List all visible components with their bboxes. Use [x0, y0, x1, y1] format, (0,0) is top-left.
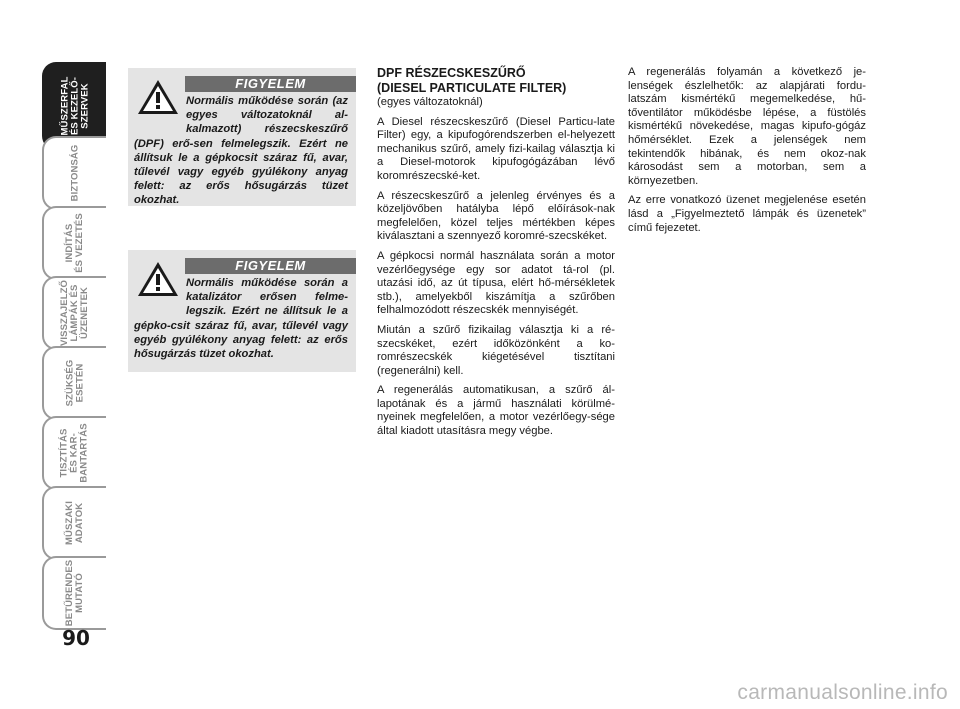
tab-label: INDÍTÁS ÉS VEZETÉS: [63, 213, 85, 273]
tab-label: MŰSZERFAL ÉS KEZELŐ- SZERVEK: [58, 76, 90, 136]
warning-text: Normális működése során (az egyes változatoknál al-kalmazott) részecskeszűrő (DPF) erő-sen felmelegszik. Ezért ne állítsuk le a gépkocsit száraz fű, avar, tűlevél vagy egyéb gyúlékony anyag felett: az erős hősugárzás tüzet okozhat.: [134, 95, 348, 207]
paragraph: A Diesel részecskeszűrő (Diesel Particu-late Filter) egy, a kipufogórendszerben el-helyezett mechanikus szűrő, amely fizi-kailag választja ki a Diesel-motorok kipufogógázában lévő koromrészecské-ket.: [377, 115, 615, 182]
paragraph: Az erre vonatkozó üzenet megjelenése esetén lásd a „Figyelmeztető lámpák és üzenetek” című fejezetet.: [628, 194, 866, 234]
section-subheading: (egyes változatoknál): [377, 96, 483, 108]
warning-triangle-icon: [136, 260, 180, 298]
warning-box-dpf: [128, 68, 356, 206]
warning-text: Normális működése során a katalizátor erősen felme-legszik. Ezért ne állítsuk le a gépko-csit száraz fű, avar, tűlevél vagy egyéb gyúlékony anyag felett: az erős hősugárzás tüzet okozhat.: [134, 277, 348, 361]
page-number: 90: [62, 626, 90, 650]
tab-starting-driving[interactable]: [42, 206, 106, 280]
watermark: carmanualsonline.info: [737, 681, 948, 704]
tab-maintenance[interactable]: [42, 416, 106, 490]
tab-technical-data[interactable]: [42, 486, 106, 560]
paragraph: Miután a szűrő fizikailag választja ki a ré-szecskéket, ezért időközönként a ko-romrészecskék kiégetésével tisztítani (regenerálni) kell.: [377, 323, 615, 377]
tab-label: SZÜKSÉG ESETÉN: [64, 359, 85, 407]
right-column: [628, 66, 866, 241]
tab-label: MŰSZAKI ADATOK: [63, 501, 85, 545]
tab-warning-lights[interactable]: [42, 276, 106, 350]
paragraph: A regenerálás automatikusan, a szűrő ál-lapotának és a jármű használati körülmé-nyeinek megfelelően, a motor vezérlőegy-sége által kiadott utasításra megy végbe.: [377, 384, 615, 438]
tab-emergency[interactable]: [42, 346, 106, 420]
tab-label: TISZTÍTÁS ÉS KAR- BANTARTÁS: [59, 423, 90, 483]
paragraph: A regenerálás folyamán a következő je-lenségek észlelhetők: az alapjárati fordu-latszám kismértékű megemelkedése, hű-tőventilátor működésbe lépése, a füstölés kismértékű növekedése, magas kipufo-gógáz hőmérséklet. Ezek a jelenségek nem tekintendők hibának, és nem okoz-nak károsodást sem a motorban, sem a környezetben.: [628, 66, 866, 187]
paragraph: A részecskeszűrő a jelenleg érvényes és a közeljövőben hatályba lépő előírások-nak megfelelően, közel teljes mértékben képes kiválasztani a szennyező koromré-szecskéket.: [377, 189, 615, 243]
tab-index[interactable]: [42, 556, 106, 630]
heading-line-1: DPF RÉSZECSKESZŰRŐ: [377, 66, 526, 80]
heading-line-2: (DIESEL PARTICULATE FILTER): [377, 81, 567, 95]
tab-label: BIZTONSÁG: [68, 144, 80, 202]
warning-box-catalyst: [128, 250, 356, 372]
section-heading: [377, 66, 615, 96]
warning-triangle-icon: [136, 78, 180, 116]
tab-label: VISSZAJELZŐ LÁMPÁK ÉS ÜZENETEK: [59, 279, 90, 347]
tab-label: BETŰRENDES MUTATÓ: [64, 559, 86, 627]
tab-safety[interactable]: [42, 136, 106, 210]
paragraph: A gépkocsi normál használata során a motor vezérlőegysége egy sor adatot tá-rol (pl. utazási idő, az út típusa, elért hő-mérsékletek stb.), amelyekből kiszámítja a szűrőben felhalmozódott részecskék mennyiségét.: [377, 249, 615, 317]
warning-title: FIGYELEM: [185, 76, 356, 92]
warning-title: FIGYELEM: [185, 258, 356, 274]
main-column: [377, 66, 615, 445]
